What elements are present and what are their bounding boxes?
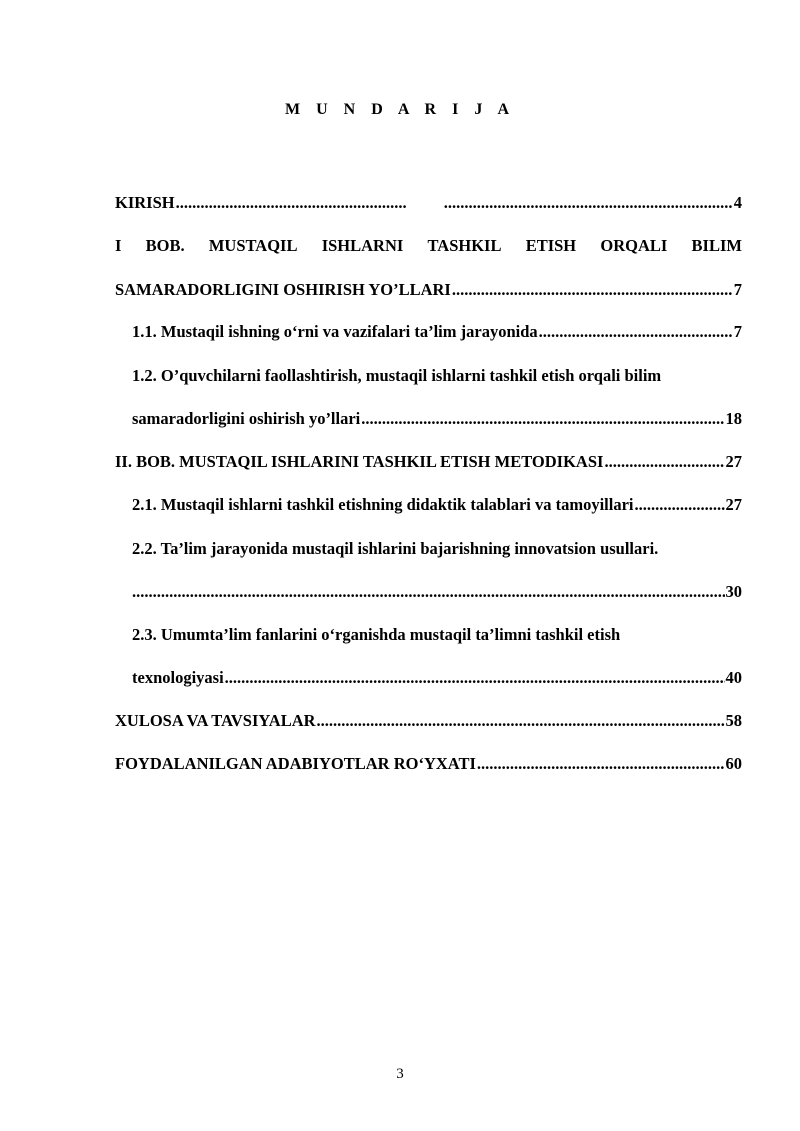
toc-entry-section-1-2-line-2[interactable] [132, 408, 742, 430]
toc-page-number: 18 [725, 409, 742, 428]
toc-page-number: 7 [733, 322, 742, 341]
toc-entry-section-2-1[interactable] [132, 494, 742, 516]
toc-entry-chapter-1-line-1[interactable] [115, 235, 742, 257]
toc-leader-dots [361, 408, 724, 430]
word: MUSTAQIL [208, 236, 298, 255]
toc-entry-label: samaradorligini oshirish yo’llari [132, 409, 361, 428]
toc-entry-label: KIRISH [115, 193, 175, 212]
toc-entry-section-1-1[interactable] [132, 321, 742, 343]
toc-leader-dots [477, 753, 725, 775]
toc-entry-label: XULOSA VA TAVSIYALAR [115, 711, 316, 730]
page-title: M U N D A R I J A [284, 101, 515, 118]
toc-page-number: 30 [725, 582, 742, 601]
word: ISHLARNI [321, 236, 404, 255]
word: TASHKIL [427, 236, 502, 255]
toc-entry-label: 1.1. Mustaqil ishning o‘rni va vazifalari ta’lim jarayonida [132, 322, 538, 341]
toc-page-number: 40 [725, 668, 742, 687]
toc-entry-label: 2.1. Mustaqil ishlarni tashkil etishning didaktik talablari va tamoyillari [132, 495, 634, 514]
word: ORQALI [600, 236, 668, 255]
toc-leader-dots [176, 192, 733, 214]
toc-entry-label: texnologiyasi [132, 668, 224, 687]
toc-entry-section-1-2-line-1[interactable]: 1.2. O’quvchilarni faollashtirish, mustaqil ishlarni tashkil etish orqali bilim [132, 366, 662, 385]
toc-page-number: 4 [733, 193, 742, 212]
toc-entry-chapter-1-line-2[interactable] [115, 279, 742, 301]
toc-entry-section-2-3-line-2[interactable] [132, 667, 742, 689]
toc-page-number: 7 [733, 280, 742, 299]
toc-entry-label: SAMARADORLIGINI OSHIRISH YO’LLARI [115, 280, 451, 299]
toc-leader-dots [635, 494, 725, 516]
toc-leader-dots [225, 667, 725, 689]
toc-entry-kirish[interactable] [115, 192, 742, 214]
toc-entry-chapter-2[interactable] [115, 451, 742, 473]
word: BOB. [145, 236, 185, 255]
word: BILIM [691, 236, 742, 255]
toc-page-number: 60 [725, 754, 742, 773]
toc-entry-section-2-2-line-2[interactable] [132, 581, 742, 603]
toc-leader-dots [317, 710, 725, 732]
toc-leader-dots [452, 279, 733, 301]
toc-entry-adabiyotlar[interactable] [115, 753, 742, 775]
word: ETISH [525, 236, 577, 255]
toc-page-number: 27 [725, 452, 742, 471]
toc-entry-label: II. BOB. MUSTAQIL ISHLARINI TASHKIL ETISH METODIKASI [115, 452, 604, 471]
toc-leader-dots [604, 451, 724, 473]
toc-entry-section-2-3-line-1[interactable]: 2.3. Umumta’lim fanlarini o‘rganishda mustaqil ta’limni tashkil etish [132, 625, 621, 644]
toc-entry-xulosa[interactable] [115, 710, 742, 732]
page-number: 3 [396, 1066, 404, 1082]
toc-leader-dots [132, 581, 725, 603]
toc-page-number: 58 [725, 711, 742, 730]
toc-entry-section-2-2-line-1[interactable]: 2.2. Ta’lim jarayonida mustaqil ishlarini bajarishning innovatsion usullari. [132, 539, 659, 558]
word: I [115, 236, 122, 255]
toc-entry-label: FOYDALANILGAN ADABIYOTLAR RO‘YXATI [115, 754, 476, 773]
toc-leader-dots [539, 321, 733, 343]
toc-page-number: 27 [725, 495, 742, 514]
